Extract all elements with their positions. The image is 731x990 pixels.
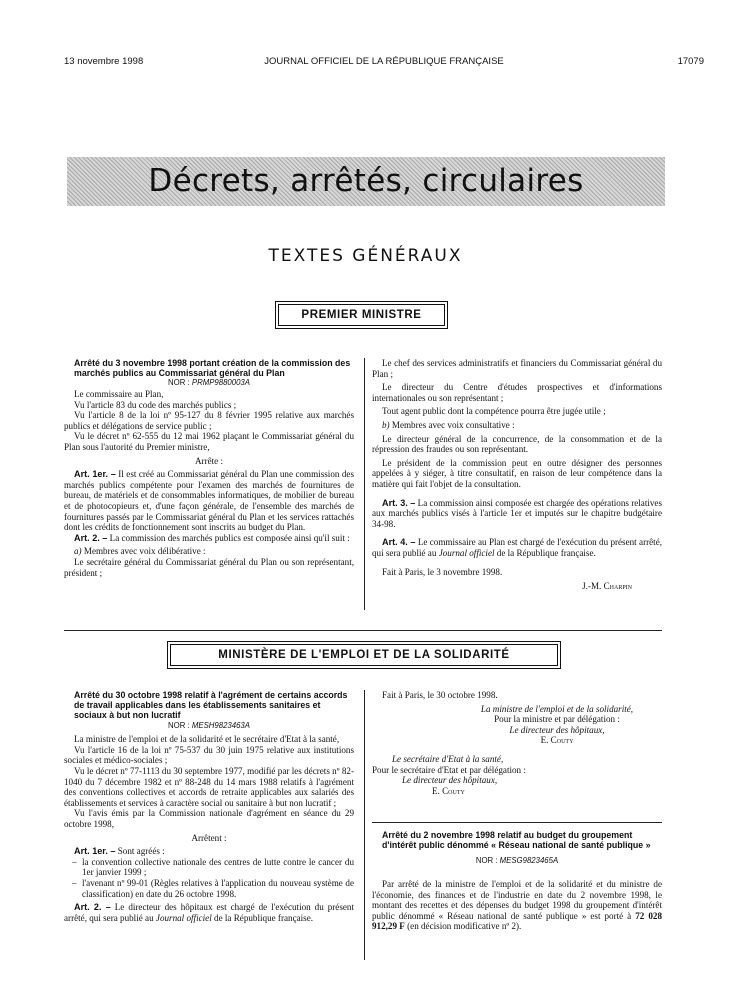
paragraph: Le commissaire au Plan,	[74, 389, 164, 399]
article-1-art-3	[372, 498, 662, 530]
article-1-right-column	[372, 358, 662, 592]
article-2-title: Arrêté du 30 octobre 1998 relatif à l'agrément de certains accords de travail applicables dans les établissements sanitaires et sociaux à but non lucratif	[74, 690, 348, 721]
paragraph: Vu l'article 8 de la loi nº 95-127 du 8 février 1995 relative aux marchés publics et délégations de service public ;	[64, 410, 354, 431]
arretent-label: Arrêtent :	[191, 832, 227, 843]
art-text: de la République française.	[214, 912, 314, 923]
nor-code: MESH9823463A	[191, 720, 250, 730]
article-2-column	[64, 690, 354, 923]
signing-place-date: Fait à Paris, le 30 octobre 1998.	[382, 690, 498, 700]
signature: E. Couty	[540, 735, 574, 746]
paragraph: La ministre de l'emploi et de la solidarité et le secrétaire d'Etat à la santé,	[74, 734, 340, 745]
nor-code: PRMP9880003A	[191, 378, 250, 388]
art-label: Art. 2. –	[74, 532, 108, 543]
header-page-number: 17079	[677, 56, 704, 67]
header-journal-title: JOURNAL OFFICIEL DE LA RÉPUBLIQUE FRANÇAISE	[264, 56, 504, 67]
article-2-art-1	[64, 846, 354, 857]
nor-label: NOR :	[475, 856, 498, 866]
column-divider	[364, 690, 365, 960]
paragraph: Vu le décret nº 62-555 du 12 mai 1962 plaçant le Commissariat général du Plan sous l'autorité du Premier ministre,	[64, 431, 354, 452]
column-divider	[364, 358, 365, 610]
article-1-left-column	[64, 358, 354, 578]
ministry-heading-emploi-solidarite: MINISTÈRE DE L'EMPLOI ET DE LA SOLIDARITÉ	[170, 644, 558, 666]
list-item: – l'avenant nº 99-01 (Règles relatives à l'application du nouveau système de classification) en date du 26 octobre 1998.	[64, 878, 354, 899]
signatory-role: Le directeur des hôpitaux,	[509, 724, 605, 735]
journal-officiel-ref: Journal officiel	[155, 912, 212, 923]
paragraph: Tout agent public dont la compétence pourra être jugée utile ;	[382, 406, 606, 417]
section-title: TEXTES GÉNÉRAUX	[268, 246, 463, 266]
art-text: Le commissaire au Plan est chargé de l'exécution du présent arrêté, qui sera publié au	[372, 537, 662, 558]
article-3-column	[372, 830, 662, 932]
delegation-line: Pour la ministre et par délégation :	[494, 714, 620, 725]
art-text: La commission des marchés publics est composée ainsi qu'il suit :	[109, 532, 350, 543]
paragraph: Le chef des services administratifs et financiers du Commissariat général du Plan ;	[372, 358, 662, 379]
nor-label: NOR :	[168, 378, 190, 388]
article-2-art-2	[64, 902, 354, 923]
banner-title: Décrets, arrêtés, circulaires	[148, 163, 584, 199]
header-date: 13 novembre 1998	[64, 56, 144, 67]
paragraph: Vu le décret nº 77-1113 du 30 septembre 1977, modifié par les décrets nº 82-1040 du 7 décembre 1982 et nº 88-248 du 14 mars 1988 relatifs à l'agrément des conventions collectives et accords de retraite applicables aux salariés des établissements et services à caractère social ou sanitaire à but non lucratif ;	[64, 765, 354, 808]
signature: E. Couty	[432, 785, 465, 796]
budget-amount: 72 028 912,29 F	[372, 910, 662, 932]
paragraph	[372, 879, 662, 932]
paragraph: Le président de la commission peut en outre désigner des personnes appelées à y siéger, à titre consultatif, en raison de leur compétence dans la matière qui fait l'objet de la consultation.	[372, 457, 662, 489]
art-label: Art. 1er. –	[74, 469, 116, 480]
art-label: Art. 4. –	[382, 537, 416, 548]
nor-label: NOR :	[168, 720, 190, 730]
article-2-nor	[64, 721, 354, 732]
signatory-role: La ministre de l'emploi et de la solidarité,	[480, 703, 634, 714]
paragraph: Vu l'article 83 du code des marchés publics ;	[74, 399, 237, 410]
horizontal-divider	[372, 822, 662, 823]
article-1-art-1	[64, 469, 354, 533]
signatory-role: Le secrétaire d'Etat à la santé,	[392, 753, 504, 764]
paragraph: Le directeur général de la concurrence, de la consommation et de la répression des fraudes ou son représentant.	[372, 433, 662, 455]
paragraph: Le secrétaire général du Commissariat général du Plan ou son représentant, président ;	[64, 556, 354, 578]
paragraph-text: Par arrêté de la ministre de l'emploi et de la solidarité et du ministre de l'économie, des finances et de l'industrie en date du 2 novembre 1998, le montant des recettes et des dépenses du budget 1998 du groupement d'intérêt public dénommé « Réseau national de santé publique » est porté à	[372, 879, 662, 921]
signatory-title	[372, 725, 662, 736]
signatory-role: Le directeur des hôpitaux,	[402, 775, 498, 786]
section-banner	[67, 157, 665, 206]
horizontal-divider	[64, 630, 662, 631]
article-3-title: Arrêté du 2 novembre 1998 relatif au budget du groupement d'intérêt public dénommé « Réseau national de santé publique »	[382, 830, 651, 851]
article-1-art-2	[64, 533, 354, 544]
ministry-heading-premier-ministre: PREMIER MINISTRE	[278, 304, 445, 326]
art-text: La commission ainsi composée est chargée des opérations relatives aux marchés publics visés à l'article 1er et imputés sur le chapitre budgétaire 34-98.	[372, 497, 662, 529]
art-label: Art. 1er. –	[74, 846, 116, 857]
signatory-title	[372, 704, 662, 715]
list-text: Membres avec voix consultative :	[391, 419, 515, 430]
signatory-title	[372, 754, 662, 765]
arrete-label: Arrête :	[194, 455, 224, 466]
art-label: Art. 3. –	[382, 497, 416, 508]
article-1-nor	[64, 378, 354, 389]
list-letter: b)	[382, 419, 390, 430]
signing-place-date: Fait à Paris, le 3 novembre 1998.	[382, 566, 503, 577]
article-3-nor	[372, 856, 662, 867]
art-text: de la République française.	[496, 547, 596, 558]
art-label: Art. 2. –	[74, 902, 111, 913]
paragraph: Vu l'avis émis par la Commission nationale d'agrément en séance du 29 octobre 1998,	[64, 808, 354, 829]
article-1-art-4	[372, 537, 662, 558]
paragraph	[64, 546, 354, 557]
article-1-title: Arrêté du 3 novembre 1998 portant création de la commission des marchés publics au Commissariat général du Plan	[74, 358, 351, 379]
paragraph	[372, 420, 662, 431]
paragraph-text: (en décision modificative nº 2).	[407, 921, 522, 932]
art-text: Sont agréés :	[117, 846, 165, 857]
signatory-title	[372, 775, 662, 786]
journal-officiel-ref: Journal officiel	[438, 547, 495, 558]
art-text: Le directeur des hôpitaux est chargé de l'exécution du présent arrêté, qui sera publié au	[64, 902, 354, 923]
paragraph: Le directeur du Centre d'études prospectives et d'informations internationales ou son représentant ;	[372, 382, 662, 403]
article-2-signatures	[372, 690, 662, 796]
delegation-line: Pour le secrétaire d'Etat et par délégation :	[372, 764, 526, 775]
art-text: Il est créé au Commissariat général du Plan une commission des marchés publics compétente pour l'examen des marchés de fournitures de bureau, de matériels et de consommables informatiques, de mobilier de bureau et de photocopieurs et, d'une façon générale, de l'ensemble des marchés de fournitures passés par le Commissariat général du Plan et les services rattachés dont les crédits de fonctionnement sont inscrits au budget du Plan.	[64, 469, 355, 533]
paragraph: Vu l'article 16 de la loi nº 75-537 du 30 juin 1975 relative aux institutions sociales et médico-sociales ;	[64, 744, 354, 766]
nor-code: MESG9823465A	[499, 856, 559, 866]
list-text: Membres avec voix délibérative :	[83, 546, 206, 557]
list-item: – la convention collective nationale des centres de lutte contre le cancer du 1er janvier 1999 ;	[64, 857, 354, 878]
running-head	[64, 56, 704, 70]
signature: J.-M. Charpin	[582, 581, 632, 592]
list-letter: a)	[74, 546, 82, 557]
